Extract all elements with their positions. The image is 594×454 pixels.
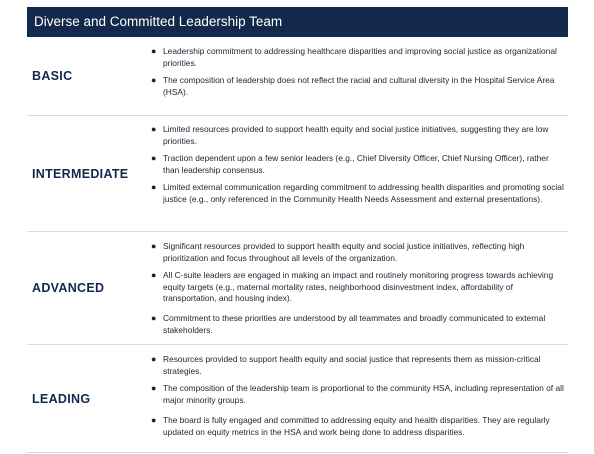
tier-label: INTERMEDIATE <box>32 166 129 181</box>
tier-label: ADVANCED <box>32 281 105 295</box>
tier-row-intermediate <box>27 116 568 232</box>
bullet-icon: ● <box>151 270 157 280</box>
criteria-text: Leadership commitment to addressing healthcare disparities and improving social justice as organizational priorities. <box>163 46 557 68</box>
criteria-item <box>151 383 564 406</box>
bullet-icon: ● <box>151 415 157 425</box>
tier-row-basic <box>27 37 568 116</box>
bullet-icon: ● <box>151 383 157 393</box>
criteria-item <box>151 415 564 438</box>
bullet-icon: ● <box>151 153 157 163</box>
criteria-text: Commitment to these priorities are understood by all teammates and broadly communicated to external stakeholders. <box>163 313 546 335</box>
criteria-item <box>151 313 564 336</box>
tier-row-advanced <box>27 232 568 345</box>
criteria-item <box>151 182 564 205</box>
bullet-icon: ● <box>151 354 157 364</box>
bullet-icon: ● <box>151 313 157 323</box>
criteria-text: The composition of the leadership team is proportional to the community HSA, including representation of all major minority groups. <box>163 383 564 405</box>
criteria-text: Limited resources provided to support health equity and social justice initiatives, suggesting they are low priorities. <box>163 124 549 146</box>
criteria-item <box>151 75 564 98</box>
criteria-text: Significant resources provided to support health equity and social justice initiatives, reflecting high prioritization and focus throughout all levels of the organization. <box>163 241 525 263</box>
tier-row-leading <box>27 345 568 453</box>
tier-table <box>27 37 568 453</box>
bullet-icon: ● <box>151 124 157 134</box>
criteria-text: All C-suite leaders are engaged in making an impact and routinely monitoring progress towards achieving equity targets (e.g., maternal mortality rates, neighborhood disinvestment index, affordability of transportation, and housing index). <box>163 270 554 304</box>
criteria-item <box>151 354 564 377</box>
criteria-item <box>151 270 564 305</box>
tier-label: LEADING <box>32 391 91 406</box>
criteria-text: The board is fully engaged and committed to addressing equity and health disparities. They are regularly updated on equity metrics in the HSA and work being done to address disparities. <box>163 415 550 437</box>
bullet-icon: ● <box>151 182 157 192</box>
criteria-item <box>151 153 564 176</box>
criteria-text: Limited external communication regarding commitment to addressing health disparities and promoting social justice (e.g., only referenced in the Community Health Needs Assessment and external presentations). <box>163 182 564 204</box>
section-header: Diverse and Committed Leadership Team <box>27 7 568 37</box>
criteria-item <box>151 46 564 69</box>
bullet-icon: ● <box>151 75 157 85</box>
criteria-text: Resources provided to support health equity and social justice that represents them as mission-critical strategies. <box>163 354 541 376</box>
bullet-icon: ● <box>151 241 157 251</box>
tier-label: BASIC <box>32 69 73 83</box>
bullet-icon: ● <box>151 46 157 56</box>
criteria-text: Traction dependent upon a few senior leaders (e.g., Chief Diversity Officer, Chief Nursing Officer), rather than leadership consensus. <box>163 153 549 175</box>
criteria-item <box>151 241 564 264</box>
criteria-text: The composition of leadership does not reflect the racial and cultural diversity in the Hospital Service Area (HSA). <box>163 75 555 97</box>
criteria-item <box>151 124 564 147</box>
